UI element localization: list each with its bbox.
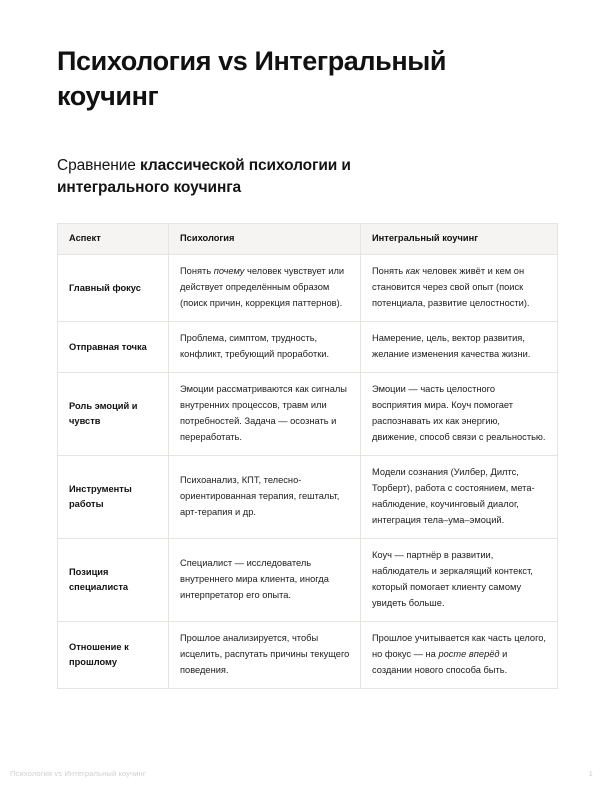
cell-psychology <box>169 255 361 322</box>
cell-coaching <box>361 373 558 456</box>
cell-coaching-text: Модели сознания (Уилбер, Дилтс, Торберт), работа с состоянием, мета-наблюдение, коучинговый диалог, интеграция тела–ума–эмоций. <box>372 466 535 525</box>
page-subtitle <box>57 113 457 199</box>
cell-coaching-text: Понять <box>372 266 406 277</box>
cell-psychology-emphasis: почему <box>213 266 245 277</box>
cell-aspect: Роль эмоций и чувств <box>58 373 169 456</box>
cell-psychology <box>169 621 361 688</box>
cell-coaching-emphasis: как <box>405 266 420 277</box>
cell-psychology-text: Проблема, симптом, трудность, конфликт, требующий проработки. <box>180 333 330 360</box>
column-header-aspect: Аспект <box>58 224 169 255</box>
footer-page-number: 1 <box>588 769 593 778</box>
cell-psychology-text: Эмоции рассматриваются как сигналы внутренних процессов, травм или потребностей. Задача — осознать и переработать. <box>180 384 347 442</box>
cell-psychology-text: Понять <box>180 266 214 277</box>
table-row <box>58 322 558 373</box>
table-row <box>58 538 558 621</box>
page-footer <box>10 769 603 778</box>
table-row <box>58 455 558 538</box>
page-title: Психология vs Интегральный коучинг <box>57 46 447 111</box>
cell-coaching <box>361 455 558 538</box>
table-header <box>58 224 558 255</box>
cell-coaching-text: Прошлое учитывается как часть целого, но фокус — на <box>372 632 547 659</box>
column-header-psychology: Психология <box>169 224 361 255</box>
cell-aspect: Главный фокус <box>58 255 169 322</box>
table-body <box>58 255 558 689</box>
cell-coaching-text: Намерение, цель, вектор развития, желание изменения качества жизни. <box>372 333 531 360</box>
cell-coaching-text: Эмоции — часть целостного восприятия мира. Коуч помогает распознавать их как энергию, движение, способ связи с реальностью. <box>372 384 546 442</box>
cell-aspect: Отправная точка <box>58 322 169 373</box>
cell-aspect: Позиция специалиста <box>58 538 169 621</box>
column-header-coaching: Интегральный коучинг <box>361 224 558 255</box>
comparison-table <box>57 223 558 689</box>
subtitle-emphasis: классической психологии и интегрального коучинга <box>57 157 351 197</box>
cell-psychology-text-tail: человек чувствует или действует определённым образом (поиск причин, коррекция паттернов). <box>180 266 345 309</box>
cell-psychology <box>169 322 361 373</box>
cell-psychology-text: Психоанализ, КПТ, телесно-ориентированная терапия, гештальт, арт-терапия и др. <box>180 474 340 517</box>
cell-psychology <box>169 538 361 621</box>
cell-coaching-text-tail: человек живёт и кем он становится через свой опыт (поиск потенциала, развитие целостности). <box>372 266 530 309</box>
cell-psychology-text: Прошлое анализируется, чтобы исцелить, распутать причины текущего поведения. <box>180 632 350 675</box>
cell-coaching <box>361 322 558 373</box>
table-row <box>58 373 558 456</box>
table-header-row <box>58 224 558 255</box>
cell-psychology <box>169 373 361 456</box>
cell-coaching <box>361 255 558 322</box>
document-content <box>57 44 557 689</box>
cell-coaching <box>361 621 558 688</box>
footer-document-name: Психология vs Интегральный коучинг <box>10 769 146 778</box>
cell-coaching-text-tail: и создании нового способа быть. <box>372 648 508 675</box>
cell-aspect: Отношение к прошлому <box>58 621 169 688</box>
cell-psychology-text: Специалист — исследователь внутреннего мира клиента, иногда интерпретатор его опыта. <box>180 557 329 600</box>
cell-coaching-emphasis: росте вперёд <box>438 648 500 659</box>
table-row <box>58 255 558 322</box>
cell-coaching <box>361 538 558 621</box>
subtitle-lead: Сравнение <box>57 157 140 175</box>
table-row <box>58 621 558 688</box>
cell-coaching-text: Коуч — партнёр в развитии, наблюдатель и зеркалящий контекст, который помогает клиенту самому увидеть больше. <box>372 549 533 608</box>
cell-psychology <box>169 455 361 538</box>
cell-aspect: Инструменты работы <box>58 455 169 538</box>
